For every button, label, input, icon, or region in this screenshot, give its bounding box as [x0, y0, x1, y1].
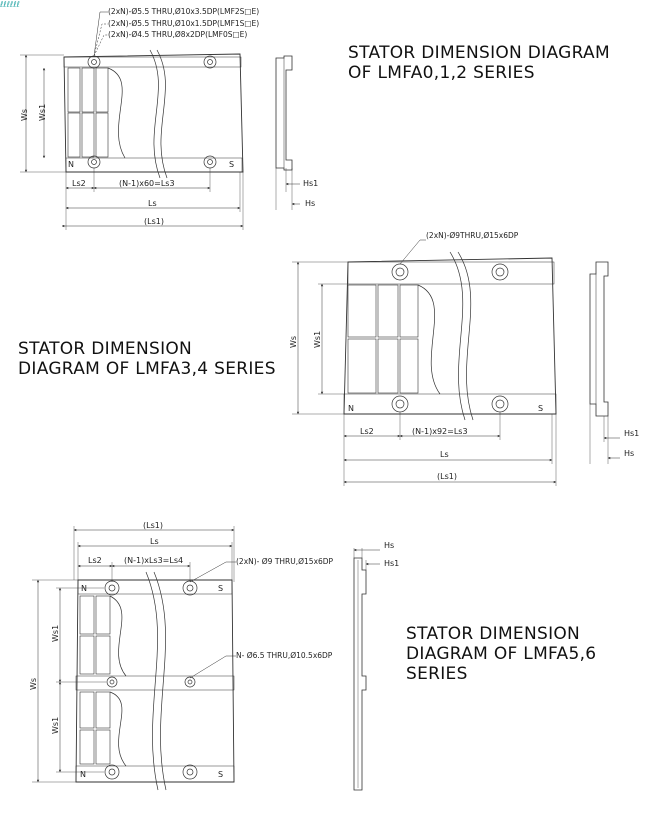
title-lmfa34: STATOR DIMENSION DIAGRAM OF LMFA3,4 SERIES: [18, 339, 276, 379]
pole-c-n-bottom: N: [80, 770, 86, 779]
dim-c-ws: Ws: [29, 677, 38, 690]
magnet-grid-c: [80, 596, 110, 764]
break-line-a2: [157, 50, 167, 178]
note-b-1: (2xN)-Ø9THRU,Ø15x6DP: [426, 231, 519, 240]
dim-a-hs1: Hs1: [303, 179, 319, 188]
pole-b-n: N: [348, 404, 354, 413]
diagram-lmfa34: [289, 231, 639, 486]
dim-c-hs: Hs: [384, 541, 395, 550]
note-a-1: (2xN)-Ø5.5 THRU,Ø10x3.5DP(LMF2S□E): [108, 7, 260, 16]
dim-b-hs: Hs: [624, 449, 635, 458]
stator-top-rail-b: [348, 262, 554, 284]
pole-c-n-top: N: [81, 584, 87, 593]
stator-bottom-rail-b: [344, 394, 556, 414]
dim-a-ls1: (Ls1): [144, 217, 164, 226]
dim-a-ls2: Ls2: [72, 179, 86, 188]
stator-top-rail-c: [78, 580, 232, 594]
mounting-holes-b: [392, 264, 508, 412]
top-fragment: ℓℓℓℓℓℓ: [0, 0, 20, 9]
pole-a-s: S: [229, 160, 235, 169]
wave-curve-c2: [110, 692, 126, 766]
dim-c-hs1: Hs1: [384, 559, 400, 568]
break-line-a1: [150, 50, 160, 178]
dim-a-ls: Ls: [148, 199, 157, 208]
dim-b-ls1: (Ls1): [437, 472, 457, 481]
break-line-c1: [146, 572, 158, 790]
dim-b-ws1: Ws1: [313, 330, 322, 348]
break-line-b1: [450, 252, 465, 420]
pole-c-s-bottom: S: [218, 770, 224, 779]
diagram-lmfa012: [20, 7, 318, 230]
dim-b-pitch: (N-1)x92=Ls3: [412, 427, 468, 436]
note-a-2: (2xN)-Ø5.5 THRU,Ø10x1.5DP(LMF1S□E): [108, 19, 260, 28]
diagram-lmfa56: [29, 521, 399, 790]
dim-c-pitch: (N-1)xLs3=Ls4: [124, 556, 184, 565]
magnet-grid-a: [68, 68, 108, 157]
stator-plate-c: [76, 580, 234, 782]
note-c-1: (2xN)- Ø9 THRU,Ø15x6DP: [236, 557, 334, 566]
note-a-3: (2xN)-Ø4.5 THRU,Ø8x2DP(LMF0S□E): [108, 30, 248, 39]
break-line-c2: [154, 572, 166, 790]
dim-c-ws1-bottom: Ws1: [51, 716, 60, 734]
dim-a-ws1: Ws1: [38, 103, 47, 121]
note-c-2: N- Ø6.5 THRU,Ø10.5x6DP: [236, 651, 333, 660]
dim-c-ls2: Ls2: [88, 556, 102, 565]
wave-curve-a: [108, 68, 125, 158]
dim-c-ls: Ls: [150, 537, 159, 546]
magnet-grid-b: [348, 285, 418, 393]
wave-curve-c1: [110, 596, 126, 676]
dim-a-ws: Ws: [20, 108, 29, 121]
dim-a-hs: Hs: [305, 199, 316, 208]
wave-curve-b: [418, 285, 440, 394]
dim-b-ws: Ws: [289, 335, 298, 348]
pole-b-s: S: [538, 404, 544, 413]
side-view-b: [590, 262, 608, 416]
side-view-c: [354, 558, 366, 790]
dim-b-ls: Ls: [440, 450, 449, 459]
dim-b-ls2: Ls2: [360, 427, 374, 436]
dim-c-ws1-top: Ws1: [51, 624, 60, 642]
dim-c-ls1: (Ls1): [143, 521, 163, 530]
pole-a-n: N: [68, 160, 74, 169]
dim-b-hs1: Hs1: [624, 429, 640, 438]
pole-c-s-top: S: [218, 584, 224, 593]
title-lmfa012: STATOR DIMENSION DIAGRAM OF LMFA0,1,2 SERIES: [348, 43, 610, 83]
title-lmfa56: STATOR DIMENSION DIAGRAM OF LMFA5,6 SERIES: [406, 624, 597, 684]
dim-a-pitch: (N-1)x60=Ls3: [119, 179, 175, 188]
